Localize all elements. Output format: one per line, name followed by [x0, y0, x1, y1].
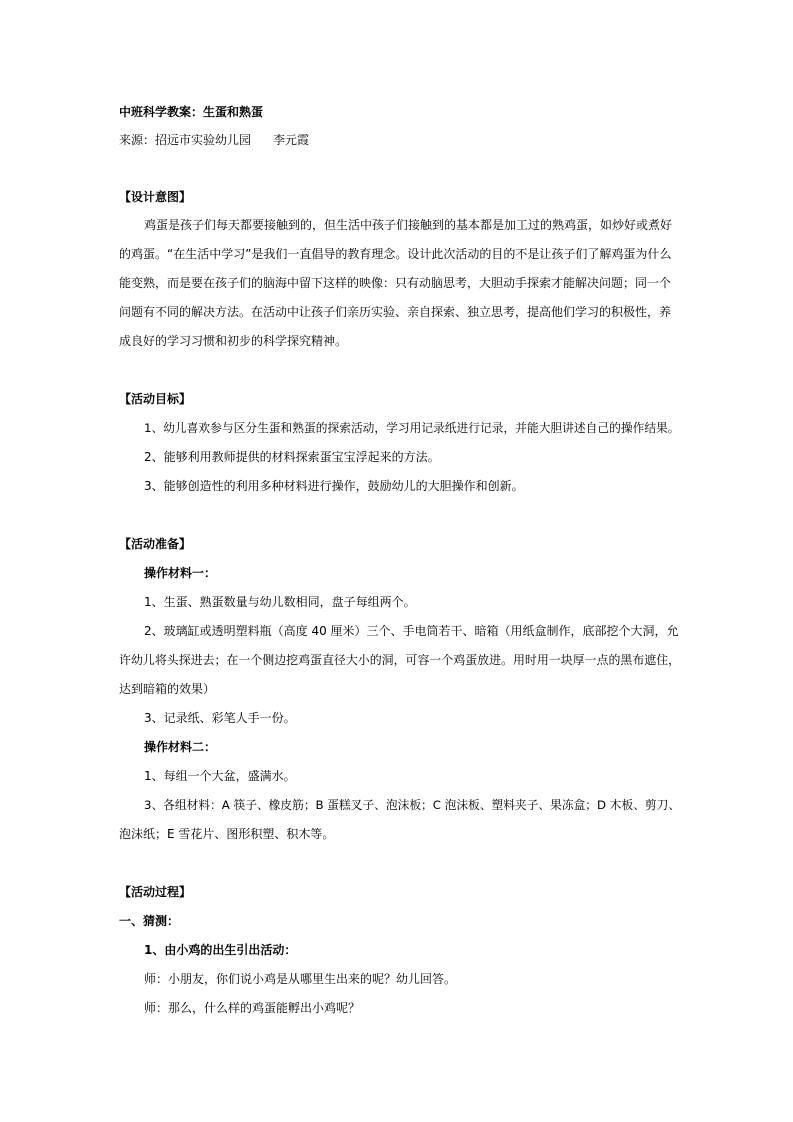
design-line: 问题有不同的解决方法。在活动中让孩子们亲历实验、亲自探索、独立思考，提高他们学习的积极性，养: [119, 305, 672, 319]
material1-item: 3、记录纸、彩笔人手一份。: [144, 711, 296, 725]
process-heading: 【活动过程】: [119, 885, 192, 899]
material1-item: 2、玻璃缸或透明塑料瓶（高度 40 厘米）三个、手电筒若干、暗箱（用纸盒制作，底部挖个大洞，允: [144, 624, 679, 638]
design-line: 能变熟，而是要在孩子们的脑海中留下这样的映像：只有动脑思考，大胆动手探索才能解决问题；同一个: [119, 276, 672, 290]
prep-heading: 【活动准备】: [119, 537, 192, 551]
document-title: 中班科学教案：生蛋和熟蛋: [119, 105, 264, 119]
material2-item: 泡沫纸；E 雪花片、图形积塑、积木等。: [119, 827, 335, 841]
process-part1: 一、猜测：: [119, 914, 180, 928]
material1-title: 操作材料一：: [144, 566, 217, 580]
design-heading: 【设计意图】: [119, 190, 192, 204]
goal-item: 1、幼儿喜欢参与区分生蛋和熟蛋的探索活动，学习用记录纸进行记录，并能大胆讲述自己的操作结果。: [144, 421, 680, 435]
goal-item: 3、能够创造性的利用多种材料进行操作，鼓励幼儿的大胆操作和创新。: [144, 479, 524, 493]
material1-item: 1、生蛋、熟蛋数量与幼儿数相同，盘子每组两个。: [144, 595, 416, 609]
dialog-line: 师：小朋友，你们说小鸡是从哪里生出来的呢？幼儿回答。: [144, 972, 457, 986]
design-line: 的鸡蛋。“在生活中学习”是我们一直倡导的教育理念。设计此次活动的目的不是让孩子们了解鸡蛋为什么: [119, 247, 672, 261]
material1-item: 许幼儿将头探进去；在一个侧边挖鸡蛋直径大小的洞，可容一个鸡蛋放进。用时用一块厚一点的黑布遮住，: [119, 653, 681, 667]
goals-heading: 【活动目标】: [119, 392, 192, 406]
dialog-line: 师：那么，什么样的鸡蛋能孵出小鸡呢？: [144, 1001, 361, 1015]
source-label: 来源：: [119, 133, 156, 147]
design-line: 成良好的学习习惯和初步的科学探究精神。: [119, 334, 348, 348]
process-step1: 1、由小鸡的出生引出活动：: [144, 943, 297, 957]
material2-item: 3、各组材料：A 筷子、橡皮筋；B 蛋糕叉子、泡沫板；C 泡沫板、塑料夹子、果冻盒；D 木板、剪刀、: [144, 798, 681, 812]
material2-item: 1、每组一个大盆，盛满水。: [144, 769, 296, 783]
goal-item: 2、能够利用教师提供的材料探索蛋宝宝浮起来的方法。: [144, 450, 440, 464]
design-line: 鸡蛋是孩子们每天都要接触到的，但生活中孩子们接触到的基本都是加工过的熟鸡蛋，如炒好或煮好: [144, 218, 673, 232]
source-author: 李元霞: [273, 133, 310, 147]
material1-item: 达到暗箱的效果）: [119, 682, 216, 696]
material2-title: 操作材料二：: [144, 740, 217, 754]
source-line: [119, 130, 309, 150]
source-org: 招远市实验幼儿园: [155, 133, 252, 147]
